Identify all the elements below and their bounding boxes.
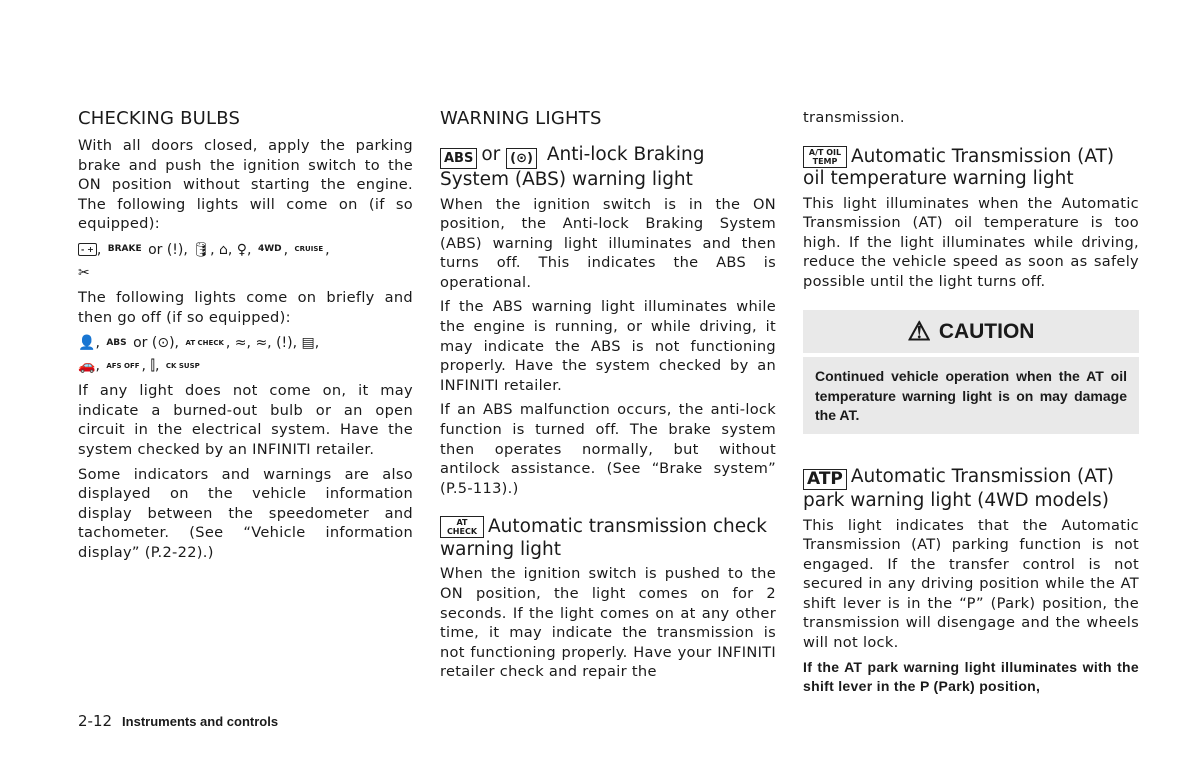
abs-circle-icon: (⊙): [506, 148, 537, 169]
section-name: Instruments and controls: [122, 714, 279, 729]
paragraph-bold: If the AT park warning light illuminates with the shift lever in the P (Park) position,: [803, 658, 1139, 695]
oil-temp-heading: [803, 146, 1139, 191]
abs-title: Anti-lock Braking System (ABS) warning light: [440, 144, 705, 190]
heading-checking-bulbs: CHECKING BULBS: [78, 108, 241, 129]
paragraph: The following lights come on briefly and then go off (if so equipped):: [78, 288, 413, 326]
column-1: [78, 108, 413, 568]
warning-triangle-icon: ⚠: [907, 316, 931, 346]
afs-off-label: AFS OFF: [106, 361, 140, 370]
paragraph: Some indicators and warnings are also displayed on the vehicle information display between the speedometer and tachometer. (See “Vehicle information display” (P.2-22).): [78, 465, 413, 561]
heading-warning-lights: WARNING LIGHTS: [440, 108, 602, 129]
paragraph: If an ABS malfunction occurs, the anti-lock function is turned off. The brake system then operates normally, but without antilock assistance. (See “Brake system” (P.5-113).): [440, 401, 776, 497]
caution-box: [803, 310, 1139, 434]
paragraph: If any light does not come on, it may indicate a burned-out bulb or an open circuit in the electrical system. Have the system checked by an INFINITI retailer.: [78, 382, 413, 458]
or-text: or: [133, 335, 148, 352]
4wd-label: 4WD: [257, 244, 282, 255]
vdc-icon: ≈: [234, 335, 247, 352]
atp-icon: ATP: [803, 469, 847, 490]
brake-label: BRAKE: [107, 244, 142, 255]
engine-icon: ⌂: [218, 241, 228, 258]
key-icon: ▤: [301, 335, 315, 352]
brake-circle-icon: (!): [166, 241, 184, 258]
icon-list-1: - + , BRAKE or (!), 🛢, ⌂, ♀, 4WD , CRUISE , ✂: [78, 241, 330, 281]
or-text: or: [148, 241, 163, 258]
page-number: 2-12: [78, 712, 113, 730]
transfer-icon: ⫿: [150, 358, 155, 375]
page-footer: [78, 712, 278, 730]
at-check-label: AT CHECK: [185, 338, 224, 347]
atp-title: Automatic Transmission (AT) park warning light (4WD models): [803, 466, 1115, 511]
ck-susp-label: CK SUSP: [165, 361, 200, 370]
paragraph: With all doors closed, apply the parking brake and push the ignition switch to the ON position without starting the engine. The following lights will come on (if so equipped):: [78, 137, 413, 233]
paragraph: This light indicates that the Automatic Transmission (AT) parking function is not engaged. If the transfer control is not secured in any driving position while the AT shift lever is in the “P” (Park) position, the transmission will disengage and the wheels will not lock.: [803, 516, 1139, 652]
column-2: [440, 108, 776, 687]
paragraph: transmission.: [803, 109, 905, 126]
oil-temp-title: Automatic Transmission (AT) oil temperature warning light: [803, 145, 1115, 190]
tire-icon: (!): [276, 335, 293, 352]
oil-icon: 🛢: [192, 241, 211, 258]
battery-icon: - +: [78, 243, 97, 256]
atp-heading: [803, 466, 1139, 513]
slip-icon: 🚗: [78, 358, 96, 375]
atp-section: [803, 466, 1139, 702]
seatbelt-icon: ♀: [236, 241, 248, 258]
oil-temp-icon: A/T OIL TEMP: [803, 146, 847, 168]
column-3: [803, 108, 1139, 297]
or-text: or: [481, 144, 501, 165]
paragraph: If the ABS warning light illuminates while the engine is running, or while driving, it may indicate the ABS is not functioning properly. Have the system checked by an INFINITI retailer.: [440, 298, 776, 394]
abs-heading: [440, 144, 776, 192]
paragraph: When the ignition switch is pushed to the ON position, the light comes on for 2 seconds. If the light comes on at any other time, it may indicate the transmission is not functioning properly. Have your INFINITI retailer check and repair the: [440, 565, 776, 681]
airbag-icon: 👤: [78, 335, 96, 352]
at-check-icon: AT CHECK: [440, 516, 484, 538]
at-check-heading: [440, 516, 776, 561]
caution-title: CAUTION: [938, 319, 1035, 343]
paragraph: When the ignition switch is in the ON position, the Anti-lock Braking System (ABS) warning light illuminates and then turns off. This indicates the ABS is operational.: [440, 195, 776, 291]
icon-list-2: 👤, ABS or (⊙), AT CHECK , ≈, ≈, (!), ▤, 🚗, AFS OFF , ⫿, CK SUSP: [78, 335, 320, 375]
abs-label: ABS: [106, 337, 127, 348]
abs-icon: ABS: [440, 148, 477, 169]
caution-body: Continued vehicle operation when the AT oil temperature warning light is on may damage the AT.: [803, 357, 1139, 434]
paragraph: This light illuminates when the Automatic Transmission (AT) oil temperature is too high. If the light illuminates while driving, reduce the vehicle speed as soon as safely possible until the light turns off.: [803, 194, 1139, 290]
vdc-off-icon: ≈: [255, 335, 268, 352]
abs-circle-icon: (⊙): [151, 335, 175, 352]
cruise-label: CRUISE: [294, 245, 324, 254]
at-check-title: Automatic transmission check warning light: [440, 516, 767, 560]
tpms-icon: ✂: [78, 264, 90, 281]
